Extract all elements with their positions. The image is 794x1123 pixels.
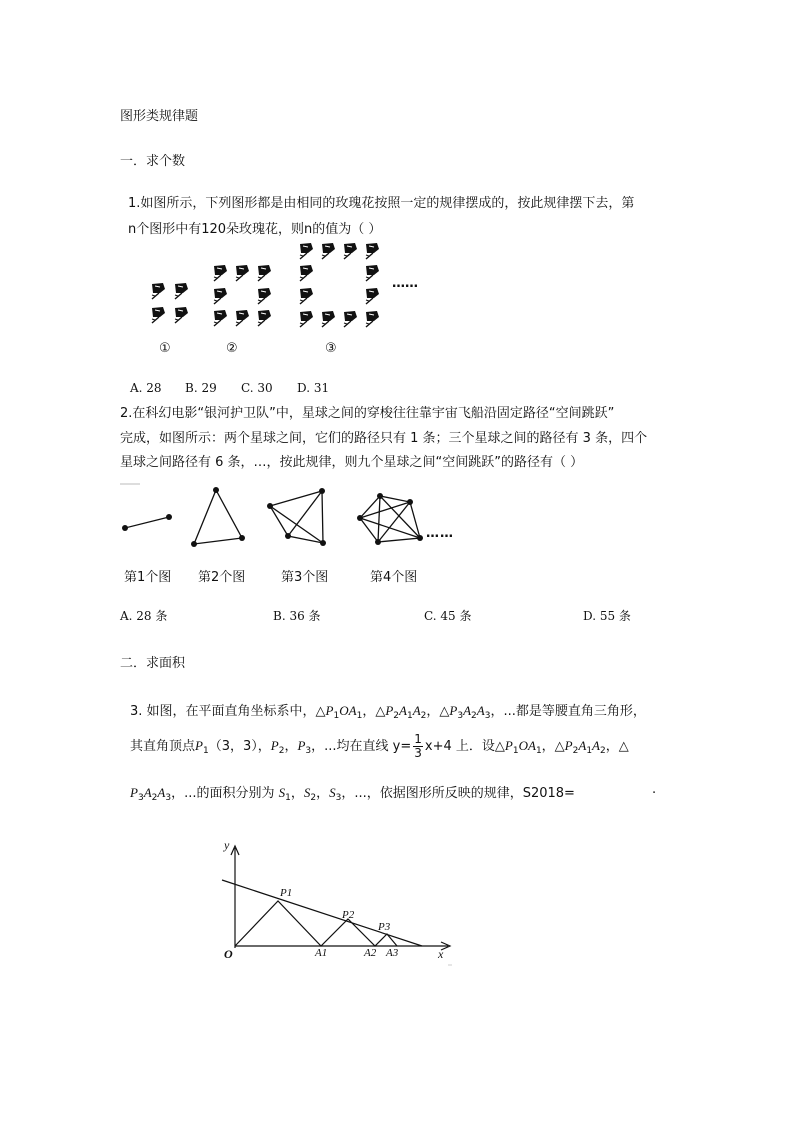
q1-text-line2: n个图形中有120朵玫瑰花，则n的值为（ ） [128, 222, 382, 237]
q3-fraction: $\frac{1}{3}$ [414, 732, 422, 760]
q3-l1-d: ，...都是等腰直角三角形， [490, 704, 646, 719]
q2-figure-label-3: 第3个图 [281, 570, 329, 585]
q3-text-line1: 3. 如图，在平面直角坐标系中，$\triangle P_1OA_1$，$\triangle P_2A_1A_2$，$\triangle P_3A_2A_3$，...都是等腰直角三角形， [130, 703, 646, 721]
q2-option-c: C. 45 条 [424, 609, 472, 623]
graph-point-p2: P2 [342, 909, 355, 921]
q3-l1-b: ，△ [362, 704, 386, 719]
q3-l1-c: ，△ [426, 704, 450, 719]
q2-option-d: D. 55 条 [583, 609, 631, 623]
graph-point-p3: P3 [378, 921, 391, 933]
document-title: 图形类规律题 [120, 109, 199, 124]
q3-l3-b: ，...，依据图形所反映的规律，S2018= [341, 786, 575, 801]
q1-option-a: A. 28 [130, 381, 162, 395]
graph-axis-x-label: x [438, 947, 444, 961]
q1-figure-label-1: ① [159, 341, 171, 356]
graph-point-p1: P1 [280, 887, 293, 899]
q3-l2-d: ，...均在直线 y= [311, 739, 412, 754]
q2-figure-label-2: 第2个图 [198, 570, 246, 585]
q1-figure-label-3: ③ [325, 341, 337, 356]
q2-option-b: B. 36 条 [273, 609, 321, 623]
q2-text-line1: 2.在科幻电影“银河护卫队”中，星球之间的穿梭往往靠宇宙飞船沿固定路径“空间跳跃” [120, 406, 615, 421]
graph-base-a1: A1 [315, 947, 328, 959]
q3-l2-g: ，△ [605, 739, 629, 754]
q2-option-a: A. 28 条 [120, 609, 168, 623]
q3-l2-c: ， [284, 739, 298, 754]
q3-l2-e: x+4 上．设△ [424, 739, 505, 754]
q1-option-b: B. 29 [185, 381, 217, 395]
q3-answer-period: . [652, 782, 657, 797]
q1-option-c: C. 30 [241, 381, 273, 395]
q2-figure-label-1: 第1个图 [124, 570, 172, 585]
q1-option-d: D. 31 [297, 381, 330, 395]
graph-base-a3: A3 [386, 947, 399, 959]
q1-text-line1: 1.如图所示，下列图形都是由相同的玫瑰花按照一定的规律摆成的，按此规律摆下去，第 [128, 196, 635, 211]
q3-l2-b: （3，3）， [208, 739, 271, 754]
q2-ellipsis: …… [426, 526, 454, 541]
section-heading-count: 一．求个数 [120, 154, 186, 169]
graph-origin-label: O [224, 947, 233, 961]
q3-l1-a: 3. 如图，在平面直角坐标系中，△ [130, 704, 326, 719]
q3-text-line3: $P_3A_2A_3$，...的面积分别为 $S_1$，$S_2$，$S_3$，...，依据图形所反映的规律，S2018= [130, 785, 575, 803]
q2-figure-label-4: 第4个图 [370, 570, 418, 585]
graph-axis-y-label: y [224, 838, 230, 852]
q1-ellipsis: …… [392, 276, 418, 291]
graph-base-a2: A2 [364, 947, 377, 959]
q3-l2-f: ，△ [541, 739, 565, 754]
q2-text-line2: 完成，如图所示：两个星球之间，它们的路径只有 1 条；三个星球之间的路径有 3 条，四个 [120, 431, 648, 446]
q3-l2-a: 其直角顶点 [130, 739, 196, 754]
section-heading-area: 二．求面积 [120, 656, 186, 671]
q1-figure-label-2: ② [226, 341, 238, 356]
q3-text-line2: 其直角顶点$P_1(3$，3），$P_2$，$P_3$，...均在直线 y= $\frac{1}{3}$ x+4 上．设$\triangle P_1OA_1$，$\triangle P_2A_1A_2$，△ [130, 732, 629, 760]
q2-text-line3: 星球之间路径有 6 条，…，按此规律，则九个星球之间“空间跳跃”的路径有（ ） [120, 455, 584, 470]
q3-l3-a: ，...的面积分别为 [171, 786, 279, 801]
